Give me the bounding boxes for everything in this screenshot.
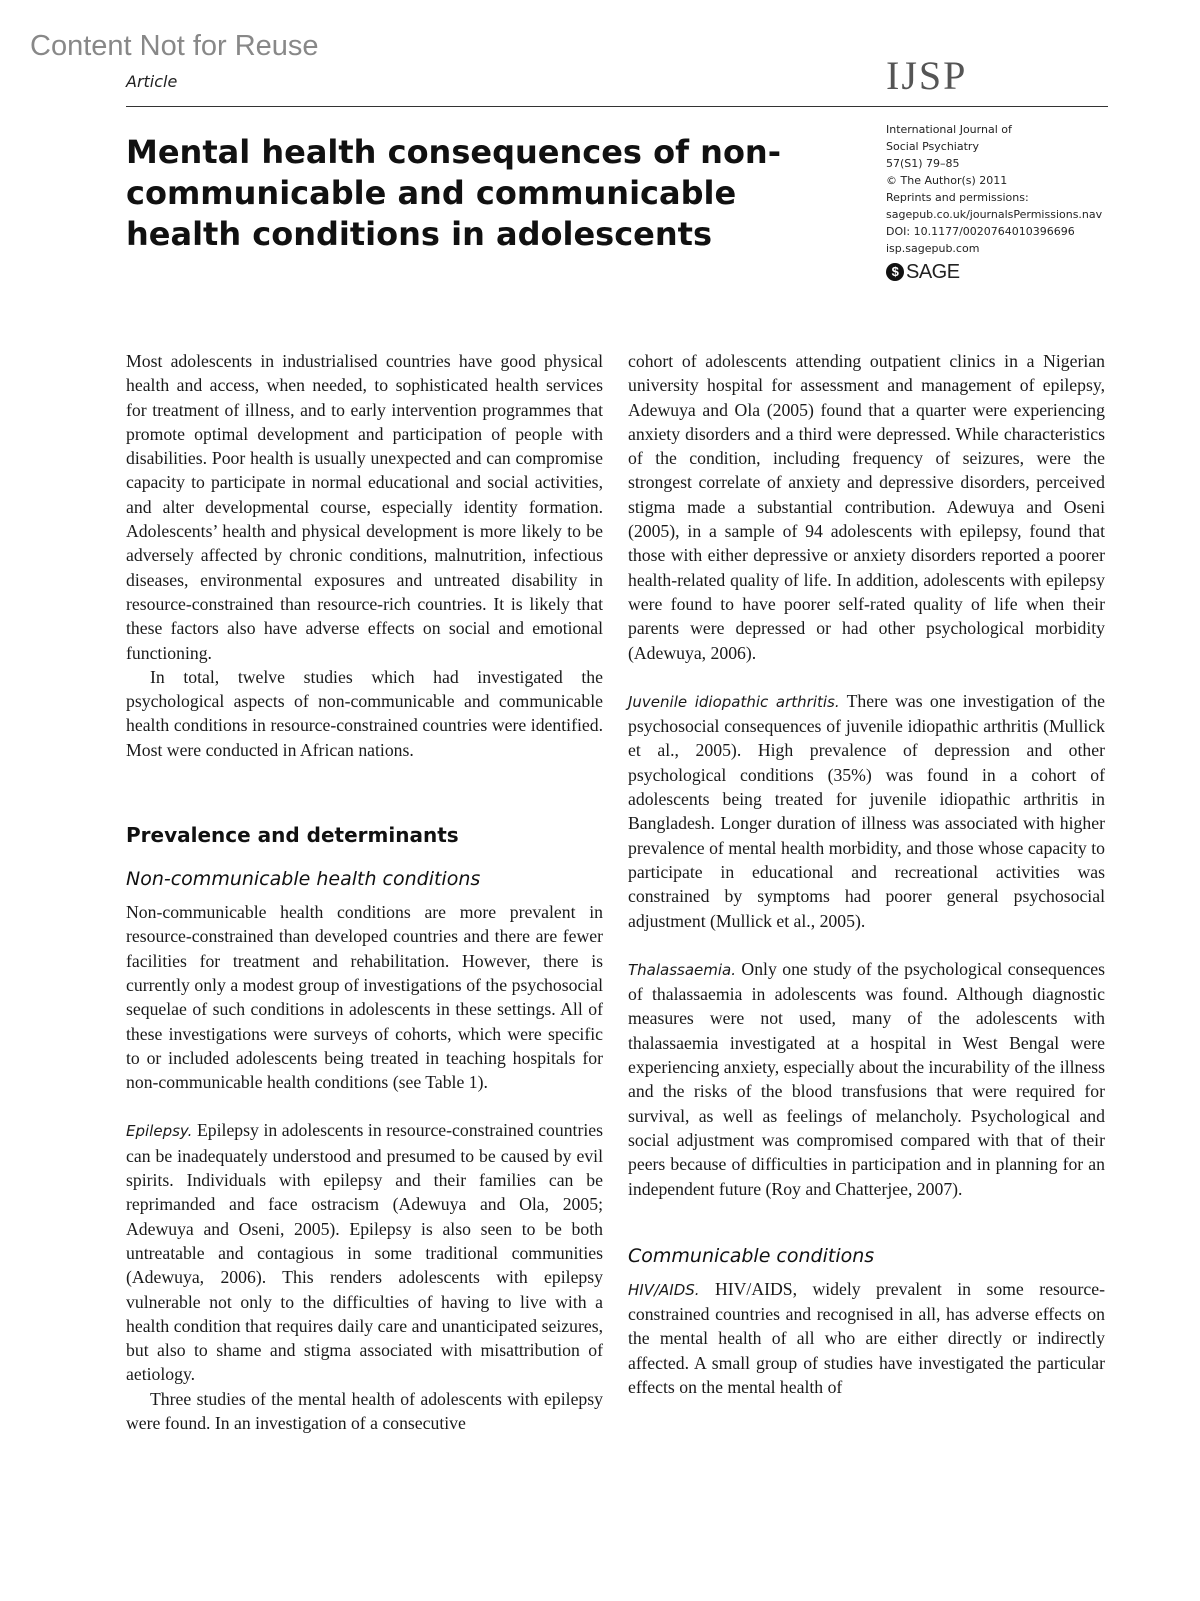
subsection-heading-communicable: Communicable conditions xyxy=(628,1244,875,1267)
subsection-heading-noncommunicable: Non-communicable health conditions xyxy=(126,868,481,891)
journal-name-line2: Social Psychiatry xyxy=(886,140,979,153)
thalassaemia-paragraph xyxy=(628,957,1105,1201)
right-column xyxy=(628,349,1105,1399)
publisher-logo xyxy=(886,261,1116,283)
article-title: Mental health consequences of non-communicable and communicable health conditions in adolescents xyxy=(126,133,781,253)
article-type-label: Article xyxy=(126,72,178,91)
hiv-paragraph xyxy=(628,1277,1105,1399)
epilepsy-paragraph-1 xyxy=(126,1118,603,1386)
thalassaemia-runin-heading: Thalassaemia. xyxy=(628,960,737,979)
epilepsy-runin-heading: Epilepsy. xyxy=(126,1122,193,1141)
section-heading-prevalence: Prevalence and determinants xyxy=(126,823,459,848)
journal-logo: IJSP xyxy=(886,53,968,98)
journal-volume: 57(S1) 79–85 xyxy=(886,157,960,170)
thalassaemia-text: Only one study of the psychological consequences of thalassaemia in adolescents was found. Although diagnostic measures were not used, many of the adolescents with thalassaemia investigated at a hospital in West Bengal were experiencing anxiety, especially about the incurability of the illness and the risks of the blood transfusions that were required for survival, as well as feelings of melancholy. Psychological and social adjustment was compromised compared with that of their peers because of difficulties in participation and in planning for an independent future (Roy and Chatterjee, 2007). xyxy=(628,958,1105,1199)
copyright: © The Author(s) 2011 xyxy=(886,174,1008,187)
sage-logo-icon: $ xyxy=(886,263,904,281)
intro-paragraph-2: In total, twelve studies which had investigated the psychological aspects of non-communicable and communicable health conditions in resource-constrained countries were identified. Most were conducted in African nations. xyxy=(126,666,603,760)
journal-metadata xyxy=(886,121,1116,283)
epilepsy-paragraph-2: Three studies of the mental health of adolescents with epilepsy were found. In an investigation of a consecutive xyxy=(126,1388,603,1433)
intro-paragraph-1: Most adolescents in industrialised countries have good physical health and access, when needed, to sophisticated health services for treatment of illness, and to early intervention programmes that promote optimal development and participation of people with disabilities. Poor health is usually unexpected and can compromise capacity to participate in normal educational and social activities, and alter developmental course, especially identity formation. Adolescents’ health and physical development is more likely to be adversely affected by chronic conditions, malnutrition, infectious diseases, environmental exposures and untreated disability in resource-constrained than resource-rich countries. It is likely that these factors also have adverse effects on social and emotional functioning. xyxy=(126,351,603,663)
hiv-runin-heading: HIV/AIDS. xyxy=(628,1280,700,1299)
journal-site-link[interactable]: isp.sagepub.com xyxy=(886,242,980,255)
journal-name-line1: International Journal of xyxy=(886,123,1012,136)
jia-runin-heading: Juvenile idiopathic arthritis. xyxy=(628,692,840,711)
hiv-text: HIV/AIDS, widely prevalent in some resource-constrained countries and recognised in all, has adverse effects on the mental health of all who are either directly or indirectly affected. A small group of studies have investigated the particular effects on the mental health of xyxy=(628,1278,1105,1397)
reprints-label: Reprints and permissions: xyxy=(886,191,1029,204)
noncommunicable-paragraph: Non-communicable health conditions are more prevalent in resource-constrained than developed countries and there are fewer facilities for treatment and rehabilitation. However, there is currently only a modest group of investigations of the psychosocial sequelae of such conditions in adolescents in these settings. All of these investigations were surveys of cohorts, which were specific to or included adolescents being treated in teaching hospitals for non-communicable health conditions (see Table 1). xyxy=(126,902,603,1093)
epilepsy-text-1: Epilepsy in adolescents in resource-constrained countries can be inadequately understood and presumed to be caused by evil spirits. Individuals with epilepsy and their families can be reprimanded and face ostracism (Adewuya and Ola, 2005; Adewuya and Oseni, 2005). Epilepsy is also seen to be both untreatable and contagious in some traditional communities (Adewuya, 2006). This renders adolescents with epilepsy vulnerable not only to the difficulties of having to live with a health condition that requires daily care and unanticipated seizures, but also to shame and stigma associated with misattribution of aetiology. xyxy=(126,1120,603,1385)
publisher-name: SAGE xyxy=(906,261,960,283)
left-column xyxy=(126,349,603,1435)
jia-text: There was one investigation of the psychosocial consequences of juvenile idiopathic arthritis (Mullick et al., 2005). High prevalence of depression and other psychological conditions (35%) was found in a cohort of adolescents being treated for juvenile idiopathic arthritis in Bangladesh. Longer duration of illness was associated with higher prevalence of mental health morbidity, and those whose capacity to participate in educational and recreational activities was constrained by symptoms had poorer general psychosocial adjustment (Mullick et al., 2005). xyxy=(628,690,1105,931)
doi[interactable]: DOI: 10.1177/0020764010396696 xyxy=(886,225,1075,238)
epilepsy-continuation: cohort of adolescents attending outpatient clinics in a Nigerian university hospital for assessment and management of epilepsy, Adewuya and Ola (2005) found that a quarter were experiencing anxiety disorders and a third were depressed. While characteristics of the condition, including frequency of seizures, were the strongest correlate of anxiety and depressive disorders, perceived stigma made a substantial contribution. Adewuya and Oseni (2005), in a sample of 94 adolescents with epilepsy, found that those with either depressive or anxiety disorders reported a poorer health-related quality of life. In addition, adolescents with epilepsy were found to have poorer self-rated quality of life when their parents were depressed or had other psychological morbidity (Adewuya, 2006). xyxy=(628,351,1105,663)
jia-paragraph xyxy=(628,689,1105,933)
watermark: Content Not for Reuse xyxy=(30,30,319,62)
header-rule xyxy=(126,106,1108,107)
reprints-link[interactable]: sagepub.co.uk/journalsPermissions.nav xyxy=(886,208,1103,221)
